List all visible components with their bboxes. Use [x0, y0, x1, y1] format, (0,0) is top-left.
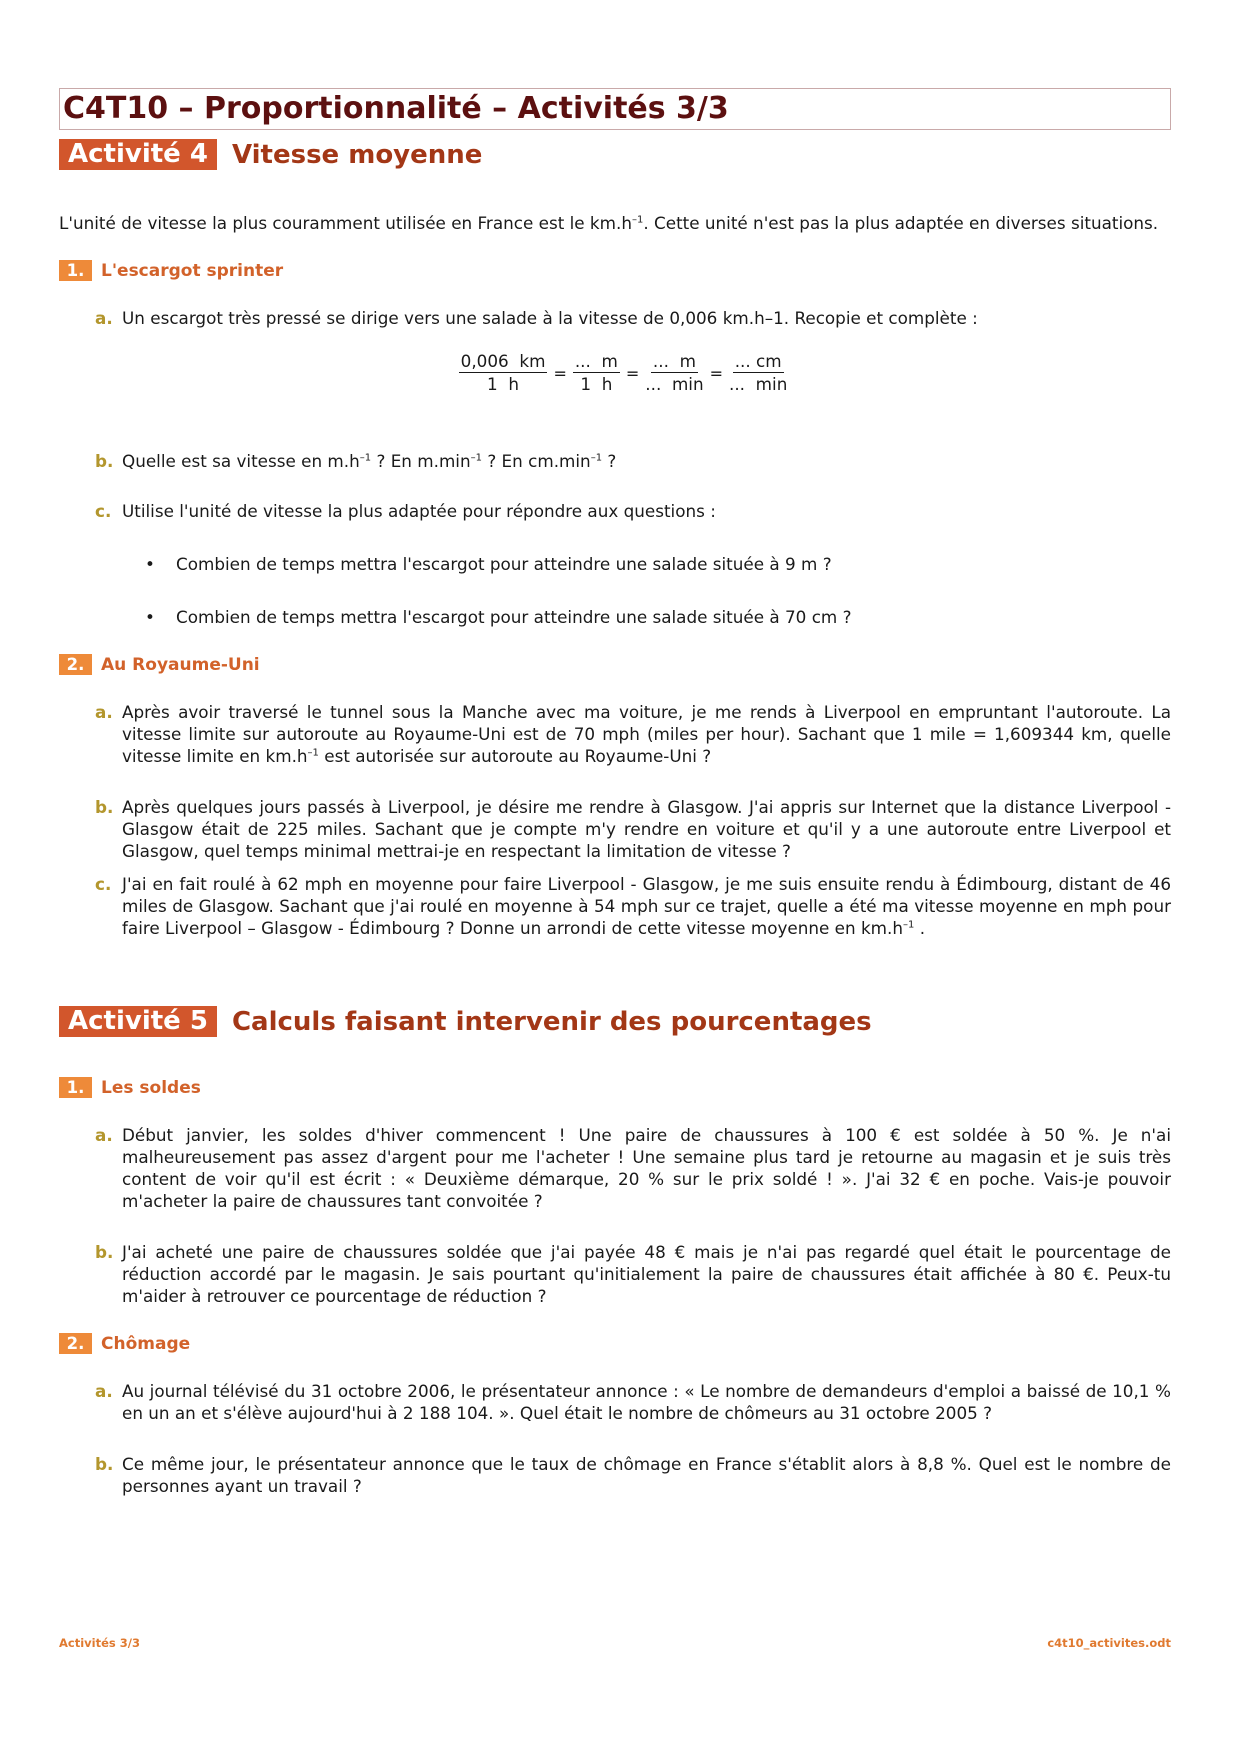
question-letter: b.: [95, 1242, 114, 1262]
question: [95, 1124, 1171, 1212]
list-item: [145, 606, 1171, 628]
question-letter: a.: [95, 308, 113, 328]
list-item-text: Combien de temps mettra l'escargot pour atteindre une salade située à 70 cm ?: [176, 607, 852, 627]
equals-sign: =: [709, 363, 724, 383]
equation-fraction: $\frac{... m}{... \min}$: [645, 351, 704, 394]
conversion-equation: [75, 351, 1171, 395]
subsection-heading: [59, 260, 1171, 281]
question-text: Début janvier, les soldes d'hiver commencent ! Une paire de chaussures à 100 € est soldée à 50 %. Je n'ai malheureusement pas assez d'argent pour me l'acheter ! Une semaine plus tard je retourne au magasin et je suis très content de voir qu'il est écrit : « Deuxième démarque, 20 % sur le prix soldé ! ». J'ai 32 € en poche. Vais-je pouvoir m'acheter la paire de chaussures tant convoitée ?: [122, 1125, 1171, 1211]
subsection-heading: [59, 654, 1171, 675]
equals-sign: =: [553, 363, 567, 383]
subsection-number: 1.: [59, 1077, 92, 1098]
question-letter: c.: [95, 501, 112, 521]
page-footer: [59, 1636, 1171, 1650]
list-item-text: Combien de temps mettra l'escargot pour atteindre une salade située à 9 m ?: [176, 554, 832, 574]
subsection-heading: [59, 1333, 1171, 1354]
question-letter: a.: [95, 1381, 113, 1401]
activity-5-heading: [59, 1006, 1171, 1037]
subsection-title: Chômage: [101, 1333, 191, 1354]
bullet-icon: •: [145, 554, 155, 574]
question-text: Ce même jour, le présentateur annonce que le taux de chômage en France s'établit alors à 8,8 %. Quel est le nombre de personnes ayant un travail ?: [122, 1454, 1171, 1496]
equation-fraction: $\frac{... cm}{... \min}$: [729, 351, 788, 394]
subsection-number: 2.: [59, 654, 92, 675]
document-page: [59, 88, 1171, 1497]
question-text: Quelle est sa vitesse en $m.h^{-1}$ ? En $m.\min^{-1}$ ? En $cm.\min^{-1}$ ?: [122, 451, 617, 471]
question-text: J'ai acheté une paire de chaussures soldée que j'ai payée 48 € mais je n'ai pas regardé quel était le pourcentage de réduction accordé par le magasin. Je sais pourtant qu'initialement la paire de chaussures était affichée à 80 €. Peux-tu m'aider à retrouver ce pourcentage de réduction ?: [122, 1242, 1171, 1306]
footer-filename: c4t10_activites.odt: [1047, 1636, 1171, 1650]
bullet-icon: •: [145, 607, 155, 627]
subsection-title: L'escargot sprinter: [101, 260, 284, 281]
question: [95, 1453, 1171, 1497]
question: [95, 1380, 1171, 1424]
equation-fraction: $\frac{... m}{1 h}$: [574, 351, 618, 394]
equals-sign: =: [625, 363, 640, 383]
question-letter: a.: [95, 702, 113, 722]
subsection-number: 2.: [59, 1333, 92, 1354]
question-text: Après avoir traversé le tunnel sous la Manche avec ma voiture, je me rends à Liverpool en empruntant l'autoroute. La vitesse limite sur autoroute au Royaume-Uni est de 70 mph (miles per hour). Sachant que 1 mile = 1,609344 km, quelle vitesse limite en $km.h^{-1}$ est autorisée sur autoroute au Royaume-Uni ?: [122, 702, 1171, 766]
question-letter: b.: [95, 1454, 114, 1474]
intro-paragraph: L'unité de vitesse la plus couramment utilisée en France est le $km.h^{-1}$. Cette unité n'est pas la plus adaptée en diverses situations.: [59, 213, 1159, 233]
question: [95, 701, 1171, 767]
question: [95, 307, 1171, 329]
subsection-heading: [59, 1077, 1171, 1098]
question-text: Utilise l'unité de vitesse la plus adaptée pour répondre aux questions :: [122, 501, 716, 521]
question: [95, 1241, 1171, 1307]
subsection-title: Au Royaume-Uni: [101, 654, 260, 675]
activity-4-heading: [59, 139, 1171, 170]
question: [95, 796, 1171, 862]
question-letter: c.: [95, 874, 112, 894]
activity-badge: Activité 5: [59, 1006, 217, 1037]
subsection-title: Les soldes: [101, 1077, 201, 1098]
question: [95, 450, 1171, 472]
question-text: J'ai en fait roulé à 62 mph en moyenne pour faire Liverpool - Glasgow, je me suis ensuite rendu à Édimbourg, distant de 46 miles de Glasgow. Sachant que j'ai roulé en moyenne à 54 mph sur ce trajet, quelle a été ma vitesse moyenne en mph pour faire Liverpool – Glasgow - Édimbourg ? Donne un arrondi de cette vitesse moyenne en $km.h^{-1}$ .: [122, 874, 1171, 938]
activity-badge: Activité 4: [59, 139, 217, 170]
question: [95, 500, 1171, 522]
subsection-number: 1.: [59, 260, 92, 281]
question: [95, 873, 1171, 939]
activity-title: Calculs faisant intervenir des pourcentages: [231, 1006, 872, 1037]
activity-title: Vitesse moyenne: [231, 139, 483, 170]
question-letter: b.: [95, 451, 114, 471]
question-text: Au journal télévisé du 31 octobre 2006, le présentateur annonce : « Le nombre de demandeurs d'emploi a baissé de 10,1 % en un an et s'élève aujourd'hui à 2 188 104. ». Quel était le nombre de chômeurs au 31 octobre 2005 ?: [122, 1381, 1171, 1423]
question-letter: a.: [95, 1125, 113, 1145]
page-title: C4T10 – Proportionnalité – Activités 3/3: [59, 88, 1171, 130]
question-text: Après quelques jours passés à Liverpool, je désire me rendre à Glasgow. J'ai appris sur Internet que la distance Liverpool - Glasgow était de 225 miles. Sachant que je compte m'y rendre en voiture et qu'il y a une autoroute entre Liverpool et Glasgow, quel temps minimal mettrai-je en respectant la limitation de vitesse ?: [122, 797, 1171, 861]
question-text: Un escargot très pressé se dirige vers une salade à la vitesse de 0,006 km.h–1. Recopie et complète :: [122, 308, 978, 328]
question-letter: b.: [95, 797, 114, 817]
list-item: [145, 553, 1171, 575]
equation-fraction: $\frac{0,006 km}{1 h}$: [460, 351, 546, 394]
footer-left: Activités 3/3: [59, 1636, 140, 1650]
